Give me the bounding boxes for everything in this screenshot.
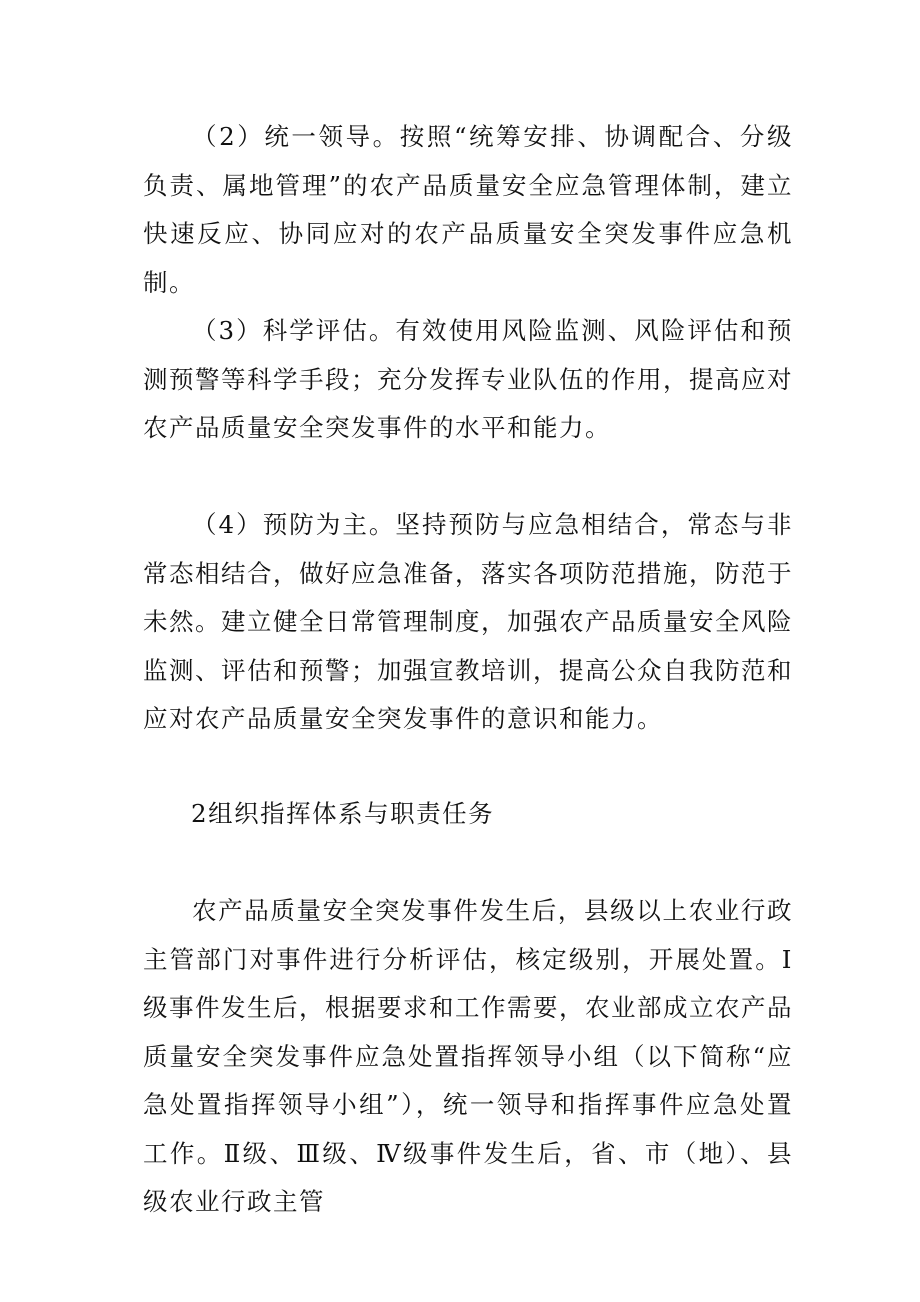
paragraph-prevention-first: （4）预防为主。坚持预防与应急相结合，常态与非常态相结合，做好应急准备，落实各项防范措施，防范于未然。建立健全日常管理制度，加强农产品质量安全风险监测、评估和预警；加强宣教培训，提高公众自我防范和应对农产品质量安全突发事件的意识和能力。 — [143, 510, 793, 733]
section-heading: 2组织指挥体系与职责任务 — [191, 799, 495, 828]
paragraph-command-system: 农产品质量安全突发事件发生后，县级以上农业行政主管部门对事件进行分析评估，核定级别，开展处置。Ⅰ级事件发生后，根据要求和工作需要，农业部成立农产品质量安全突发事件应急处置指挥领导小组（以下简称“应急处置指挥领导小组”），统一领导和指挥事件应急处置工作。Ⅱ级、Ⅲ级、Ⅳ级事件发生后，省、市（地）、县级农业行政主管 — [143, 896, 793, 1216]
paragraph-scientific-assessment: （3）科学评估。有效使用风险监测、风险评估和预测预警等科学手段；充分发挥专业队伍的作用，提高应对农产品质量安全突发事件的水平和能力。 — [143, 316, 793, 442]
paragraph-unified-leadership: （2）统一领导。按照“统筹安排、协调配合、分级负责、属地管理”的农产品质量安全应急管理体制，建立快速反应、协同应对的农产品质量安全突发事件应急机制。 — [143, 122, 793, 297]
